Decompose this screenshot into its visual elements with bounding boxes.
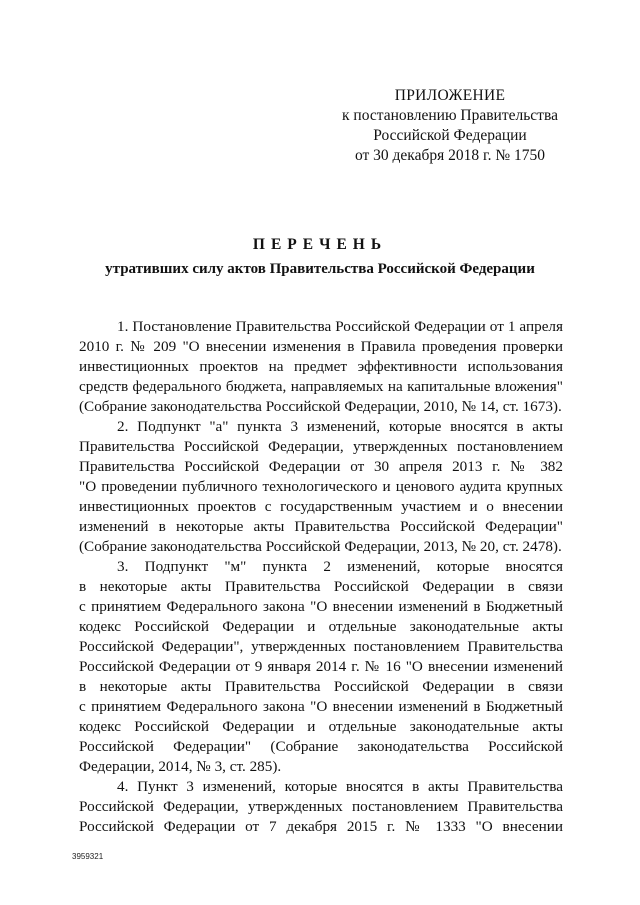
footer-code: 3959321 [72,852,104,861]
paragraph-line: 3. Подпункт "м" пункта 2 изменений, которые вносятся [117,558,563,575]
paragraph-line: кодекс Российской Федерации и отдельные законодательные акты [79,718,563,735]
paragraph-line: Правительства Российской Федерации от 30 апреля 2013 г. № 382 [79,458,563,475]
list-paragraph [79,417,563,557]
paragraph-line: инвестиционных проектов с государственным участием и о внесении [79,498,563,515]
paragraph-line: кодекс Российской Федерации и отдельные законодательные акты [79,618,563,635]
paragraph-line: (Собрание законодательства Российской Федерации, 2013, № 20, ст. 2478). [79,538,562,555]
document-title: ПЕРЕЧЕНЬ [252,236,388,253]
appendix-line-2: Российской Федерации [373,127,527,144]
paragraph-line: Правительства Российской Федерации, утвержденных постановлением [79,438,563,455]
list-paragraph [79,317,563,417]
list-paragraph [79,777,563,837]
appendix-block [330,86,570,166]
paragraph-line: Федерации, 2014, № 3, ст. 285). [79,758,282,775]
paragraph-line: (Собрание законодательства Российской Федерации, 2010, № 14, ст. 1673). [79,398,562,415]
paragraph-line: в некоторые акты Правительства Российской Федерации в связи [79,578,563,595]
paragraph-line: средств федерального бюджета, направляемых на капитальные вложения" [79,378,563,395]
paragraph-line: 2. Подпункт "а" пункта 3 изменений, которые вносятся в акты [117,418,563,435]
paragraph-line: Российской Федерации" (Собрание законодательства Российской [79,738,563,755]
paragraph-line: Российской Федерации", утвержденных постановлением Правительства [79,638,563,655]
paragraph-line: изменений в некоторые акты Правительства Российской Федерации" [79,518,563,535]
paragraph-line: в некоторые акты Правительства Российской Федерации в связи [79,678,563,695]
appendix-line-3: от 30 декабря 2018 г. № 1750 [354,147,546,164]
document-body [79,317,563,837]
paragraph-line: инвестиционных проектов на предмет эффективности использования [79,358,563,375]
paragraph-line: 2010 г. № 209 "О внесении изменения в Правила проведения проверки [79,338,563,355]
paragraph-line: Российской Федерации от 9 января 2014 г. № 16 "О внесении изменений [79,658,563,675]
paragraph-line: 4. Пункт 3 изменений, которые вносятся в акты Правительства [117,778,563,795]
paragraph-line: Российской Федерации от 7 декабря 2015 г. № 1333 "О внесении [79,818,563,835]
appendix-heading: ПРИЛОЖЕНИЕ [394,87,506,104]
paragraph-line: с принятием Федерального закона "О внесении изменений в Бюджетный [79,698,563,715]
document-subtitle: утративших силу актов Правительства Российской Федерации [105,261,535,277]
paragraph-line: "О проведении публичного технологического и ценового аудита крупных [79,478,563,495]
paragraph-line: Российской Федерации, утвержденных постановлением Правительства [79,798,563,815]
paragraph-line: с принятием Федерального закона "О внесении изменений в Бюджетный [79,598,563,615]
appendix-line-1: к постановлению Правительства [342,107,558,124]
list-paragraph [79,557,563,777]
paragraph-line: 1. Постановление Правительства Российской Федерации от 1 апреля [117,318,563,335]
